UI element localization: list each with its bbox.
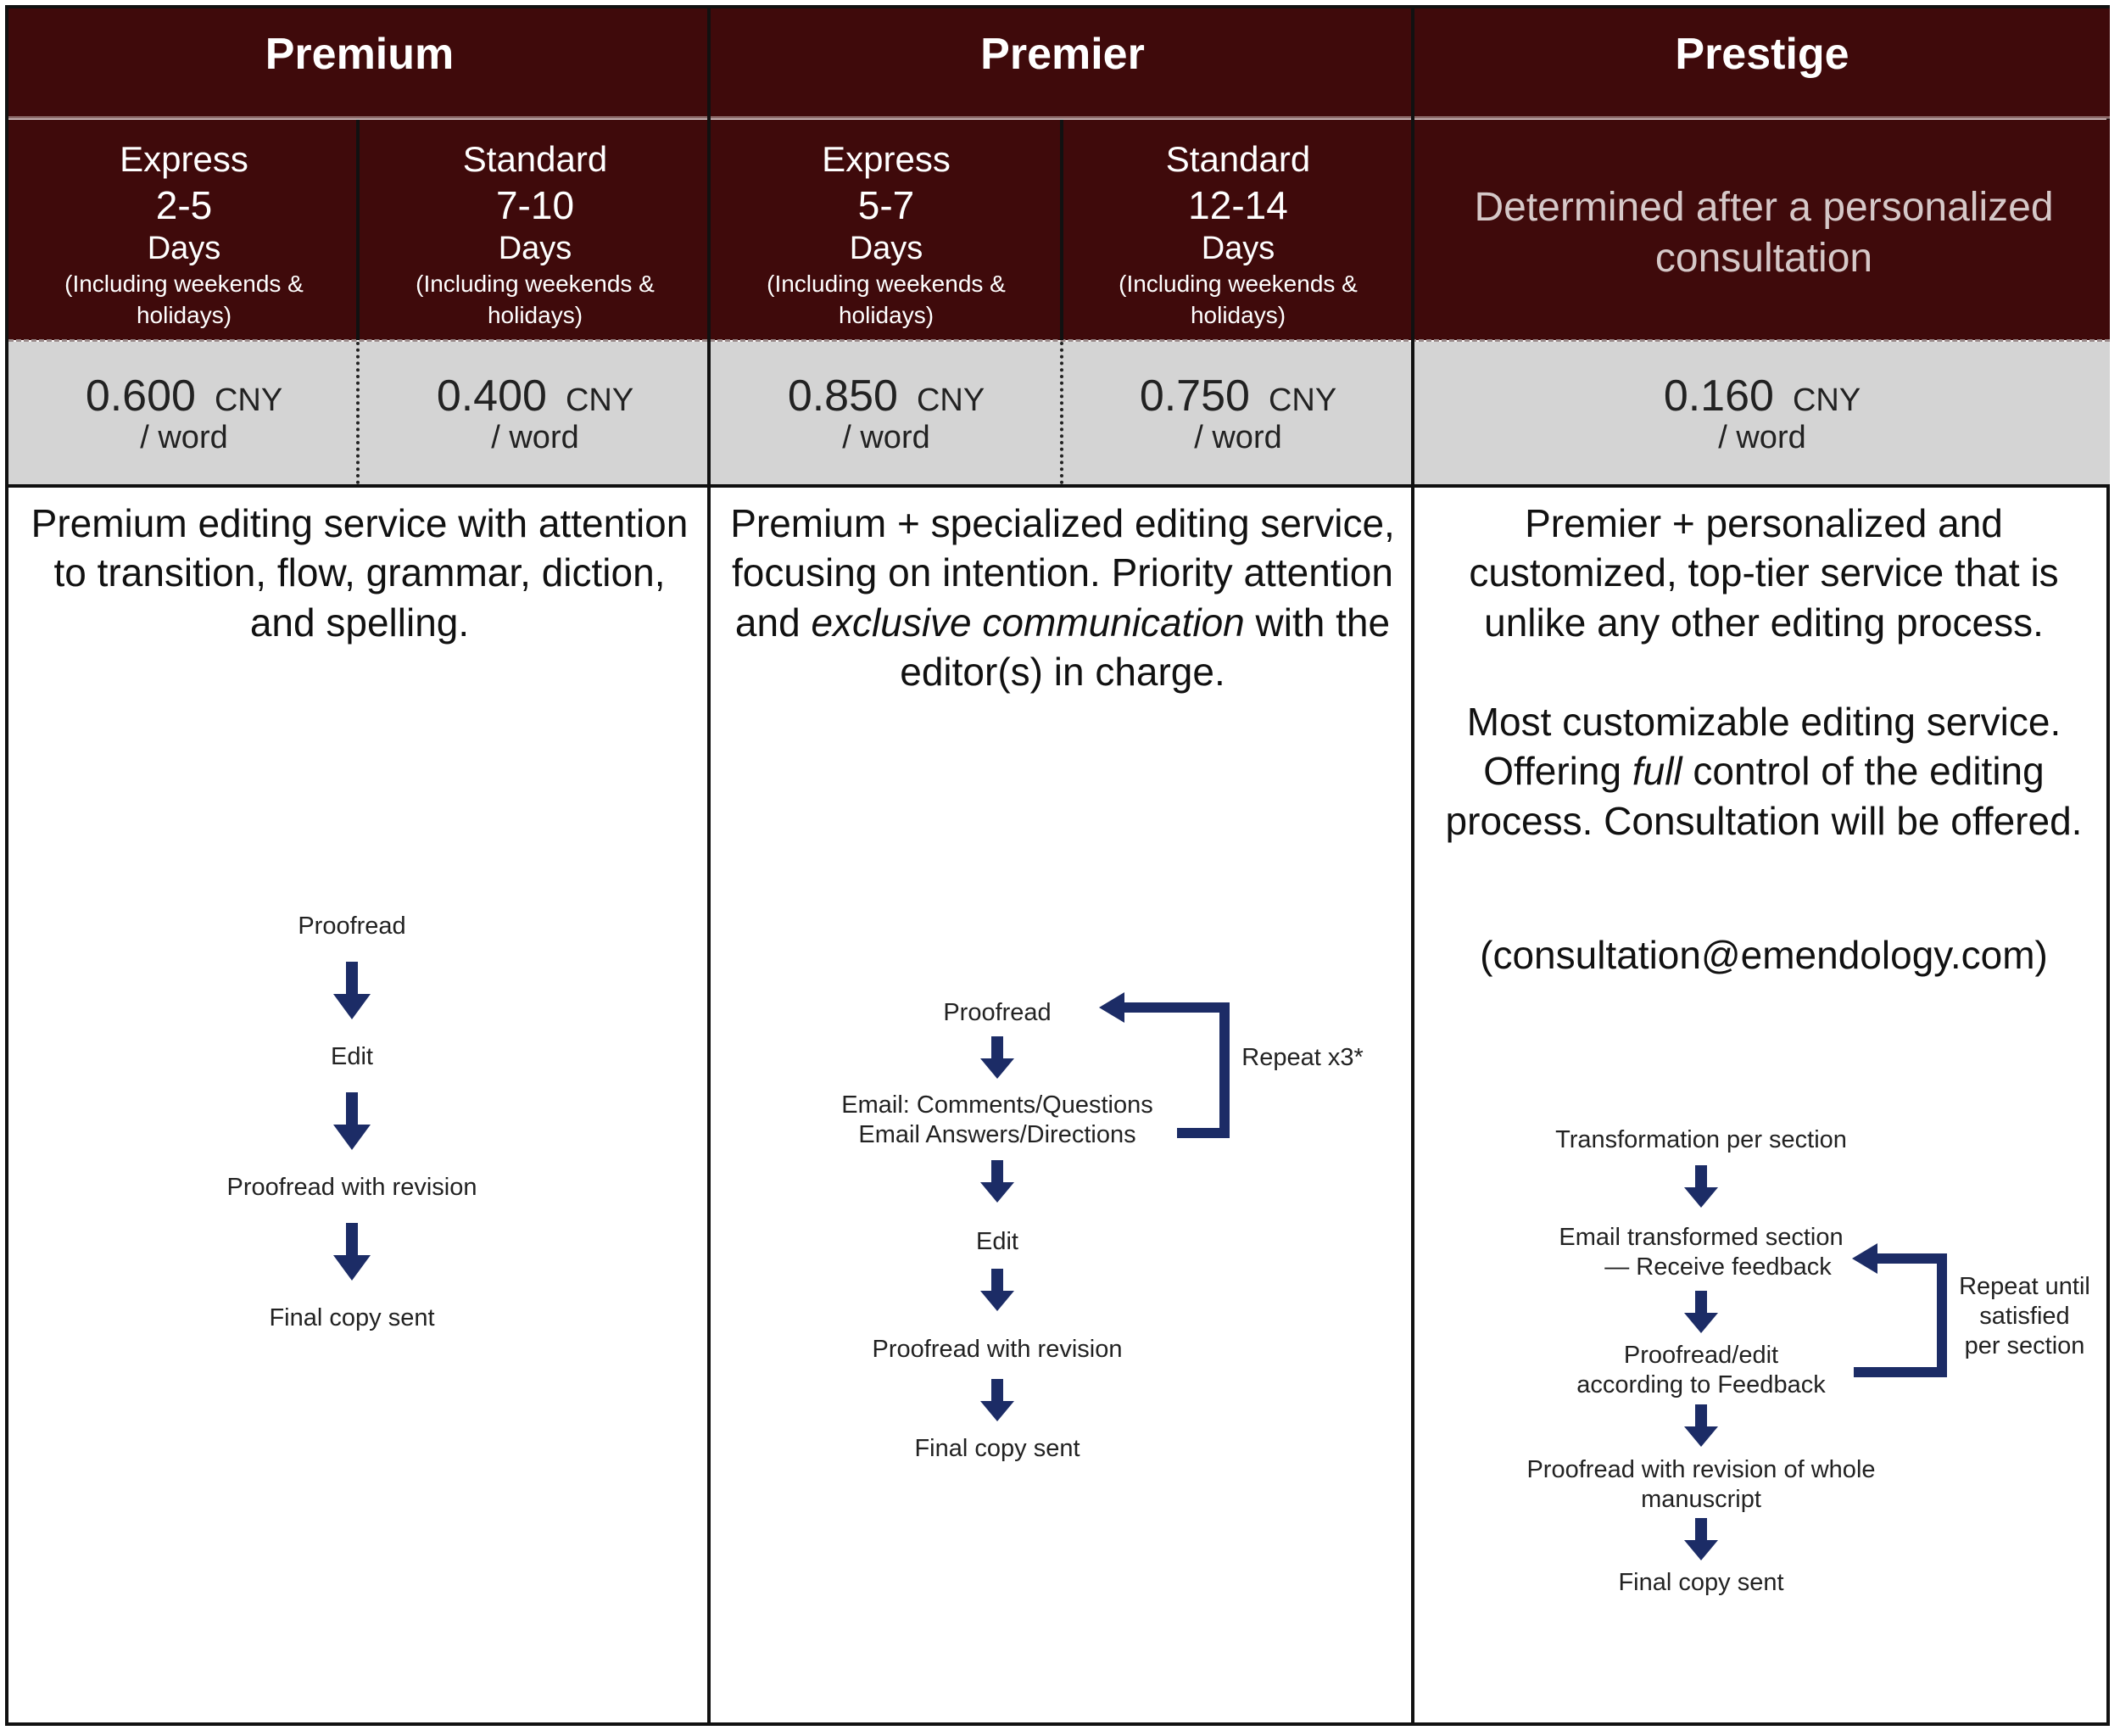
days-note: holidays) (487, 301, 583, 328)
flow-step: Proofread (298, 913, 406, 940)
flow-step: according to Feedback (1576, 1371, 1826, 1398)
prestige-time: Determined after a personalized consultation (1474, 185, 2054, 281)
premier-standard-price (1062, 371, 1414, 456)
column-divider (1411, 8, 1414, 1722)
speed-label: Express (822, 139, 951, 179)
flow-step: Final copy sent (269, 1304, 435, 1331)
loop-label: Repeat until (1959, 1273, 2090, 1300)
days-note: (Including weekends & (416, 271, 655, 298)
flow-step: Final copy sent (914, 1435, 1080, 1462)
flow-step: Proofread with revision (872, 1336, 1123, 1363)
price-currency: CNY (214, 382, 283, 418)
premium-description: Premium editing service with attention to transition, flow, grammar, diction, and spelling. (31, 501, 689, 645)
premier-standard-time (1062, 137, 1414, 331)
price-currency: CNY (1792, 382, 1861, 418)
column-divider (356, 342, 360, 484)
premium-express-time (8, 137, 360, 331)
loop-label: Repeat x3* (1241, 1044, 1364, 1071)
column-divider (356, 120, 360, 340)
flow-step: Proofread (943, 999, 1052, 1026)
column-divider (707, 8, 711, 1722)
price-unit: / word (842, 420, 930, 455)
flow-step: Proofread/edit (1623, 1342, 1779, 1369)
flow-step: Edit (331, 1043, 373, 1070)
price-amount: 0.750 (1139, 371, 1250, 421)
price-currency: CNY (565, 382, 634, 418)
days-note: (Including weekends & (1119, 271, 1358, 298)
premium-standard-price (360, 371, 711, 456)
days-unit: Days (1201, 230, 1275, 266)
prestige-description-detail (1425, 697, 2103, 846)
price-amount: 0.400 (436, 371, 547, 421)
description-text: with the editor(s) in charge. (900, 600, 1391, 695)
price-unit: / word (1718, 420, 1806, 455)
flow-step: manuscript (1641, 1486, 1761, 1513)
price-currency: CNY (916, 382, 985, 418)
days-note: (Including weekends & (64, 271, 304, 298)
price-amount: 0.600 (85, 371, 196, 421)
premier-express-price (711, 371, 1062, 456)
days-note: (Including weekends & (767, 271, 1006, 298)
days-note: holidays) (136, 301, 232, 328)
prestige-price (1414, 371, 2110, 456)
description-emphasis: full (1632, 749, 1682, 794)
description-text: Most customizable editing service. Offering (1466, 700, 2061, 794)
price-unit: / word (1194, 420, 1282, 455)
flow-step: Email: Comments/Questions (841, 1091, 1153, 1119)
price-currency: CNY (1268, 382, 1337, 418)
speed-label: Express (120, 139, 248, 179)
flow-step: Proofread with revision of whole (1526, 1456, 1876, 1483)
speed-label: Standard (462, 139, 608, 179)
flow-step: Email Answers/Directions (858, 1121, 1136, 1148)
loop-label: per section (1964, 1332, 2085, 1359)
days-note: holidays) (1190, 301, 1286, 328)
premium-express-price (8, 371, 360, 456)
days-unit: Days (498, 230, 572, 266)
price-amount: 0.160 (1663, 371, 1774, 421)
column-divider (1060, 120, 1063, 340)
flow-step: Final copy sent (1618, 1569, 1784, 1596)
premium-standard-time (360, 137, 711, 331)
days-note: holidays) (838, 301, 934, 328)
price-amount: 0.850 (787, 371, 898, 421)
premier-express-time (711, 137, 1062, 331)
description-text: control of the editing process. Consultation will be offered. (1445, 749, 2083, 843)
price-unit: / word (140, 420, 228, 455)
prestige-description: Premier + personalized and customized, top-tier service that is unlike any other editing process. (1469, 501, 2059, 645)
flow-step: Email transformed section (1559, 1224, 1844, 1251)
price-unit: / word (491, 420, 579, 455)
premier-description (719, 499, 1406, 697)
tier-title-premier: Premier (980, 30, 1145, 79)
column-divider (1060, 342, 1063, 484)
tier-title-prestige: Prestige (1675, 30, 1849, 79)
consultation-email: (consultation@emendology.com) (1480, 933, 2048, 977)
flow-step: Proofread with revision (226, 1174, 477, 1201)
flow-step: Edit (976, 1228, 1018, 1255)
description-emphasis: exclusive communication (811, 600, 1245, 645)
days-range: 7-10 (495, 182, 575, 227)
days-range: 2-5 (155, 182, 213, 227)
days-unit: Days (147, 230, 221, 266)
description-text: Premium + specialized editing service, focusing on intention. Priority attention and (730, 501, 1395, 645)
flow-step: — Receive feedback (1604, 1253, 1832, 1281)
tier-title-premium: Premium (265, 30, 455, 79)
days-unit: Days (849, 230, 923, 266)
loop-label: satisfied (1979, 1303, 2070, 1330)
days-range: 5-7 (857, 182, 915, 227)
row-divider (8, 484, 2110, 488)
days-range: 12-14 (1188, 182, 1288, 227)
flow-step: Transformation per section (1555, 1126, 1847, 1153)
speed-label: Standard (1165, 139, 1311, 179)
